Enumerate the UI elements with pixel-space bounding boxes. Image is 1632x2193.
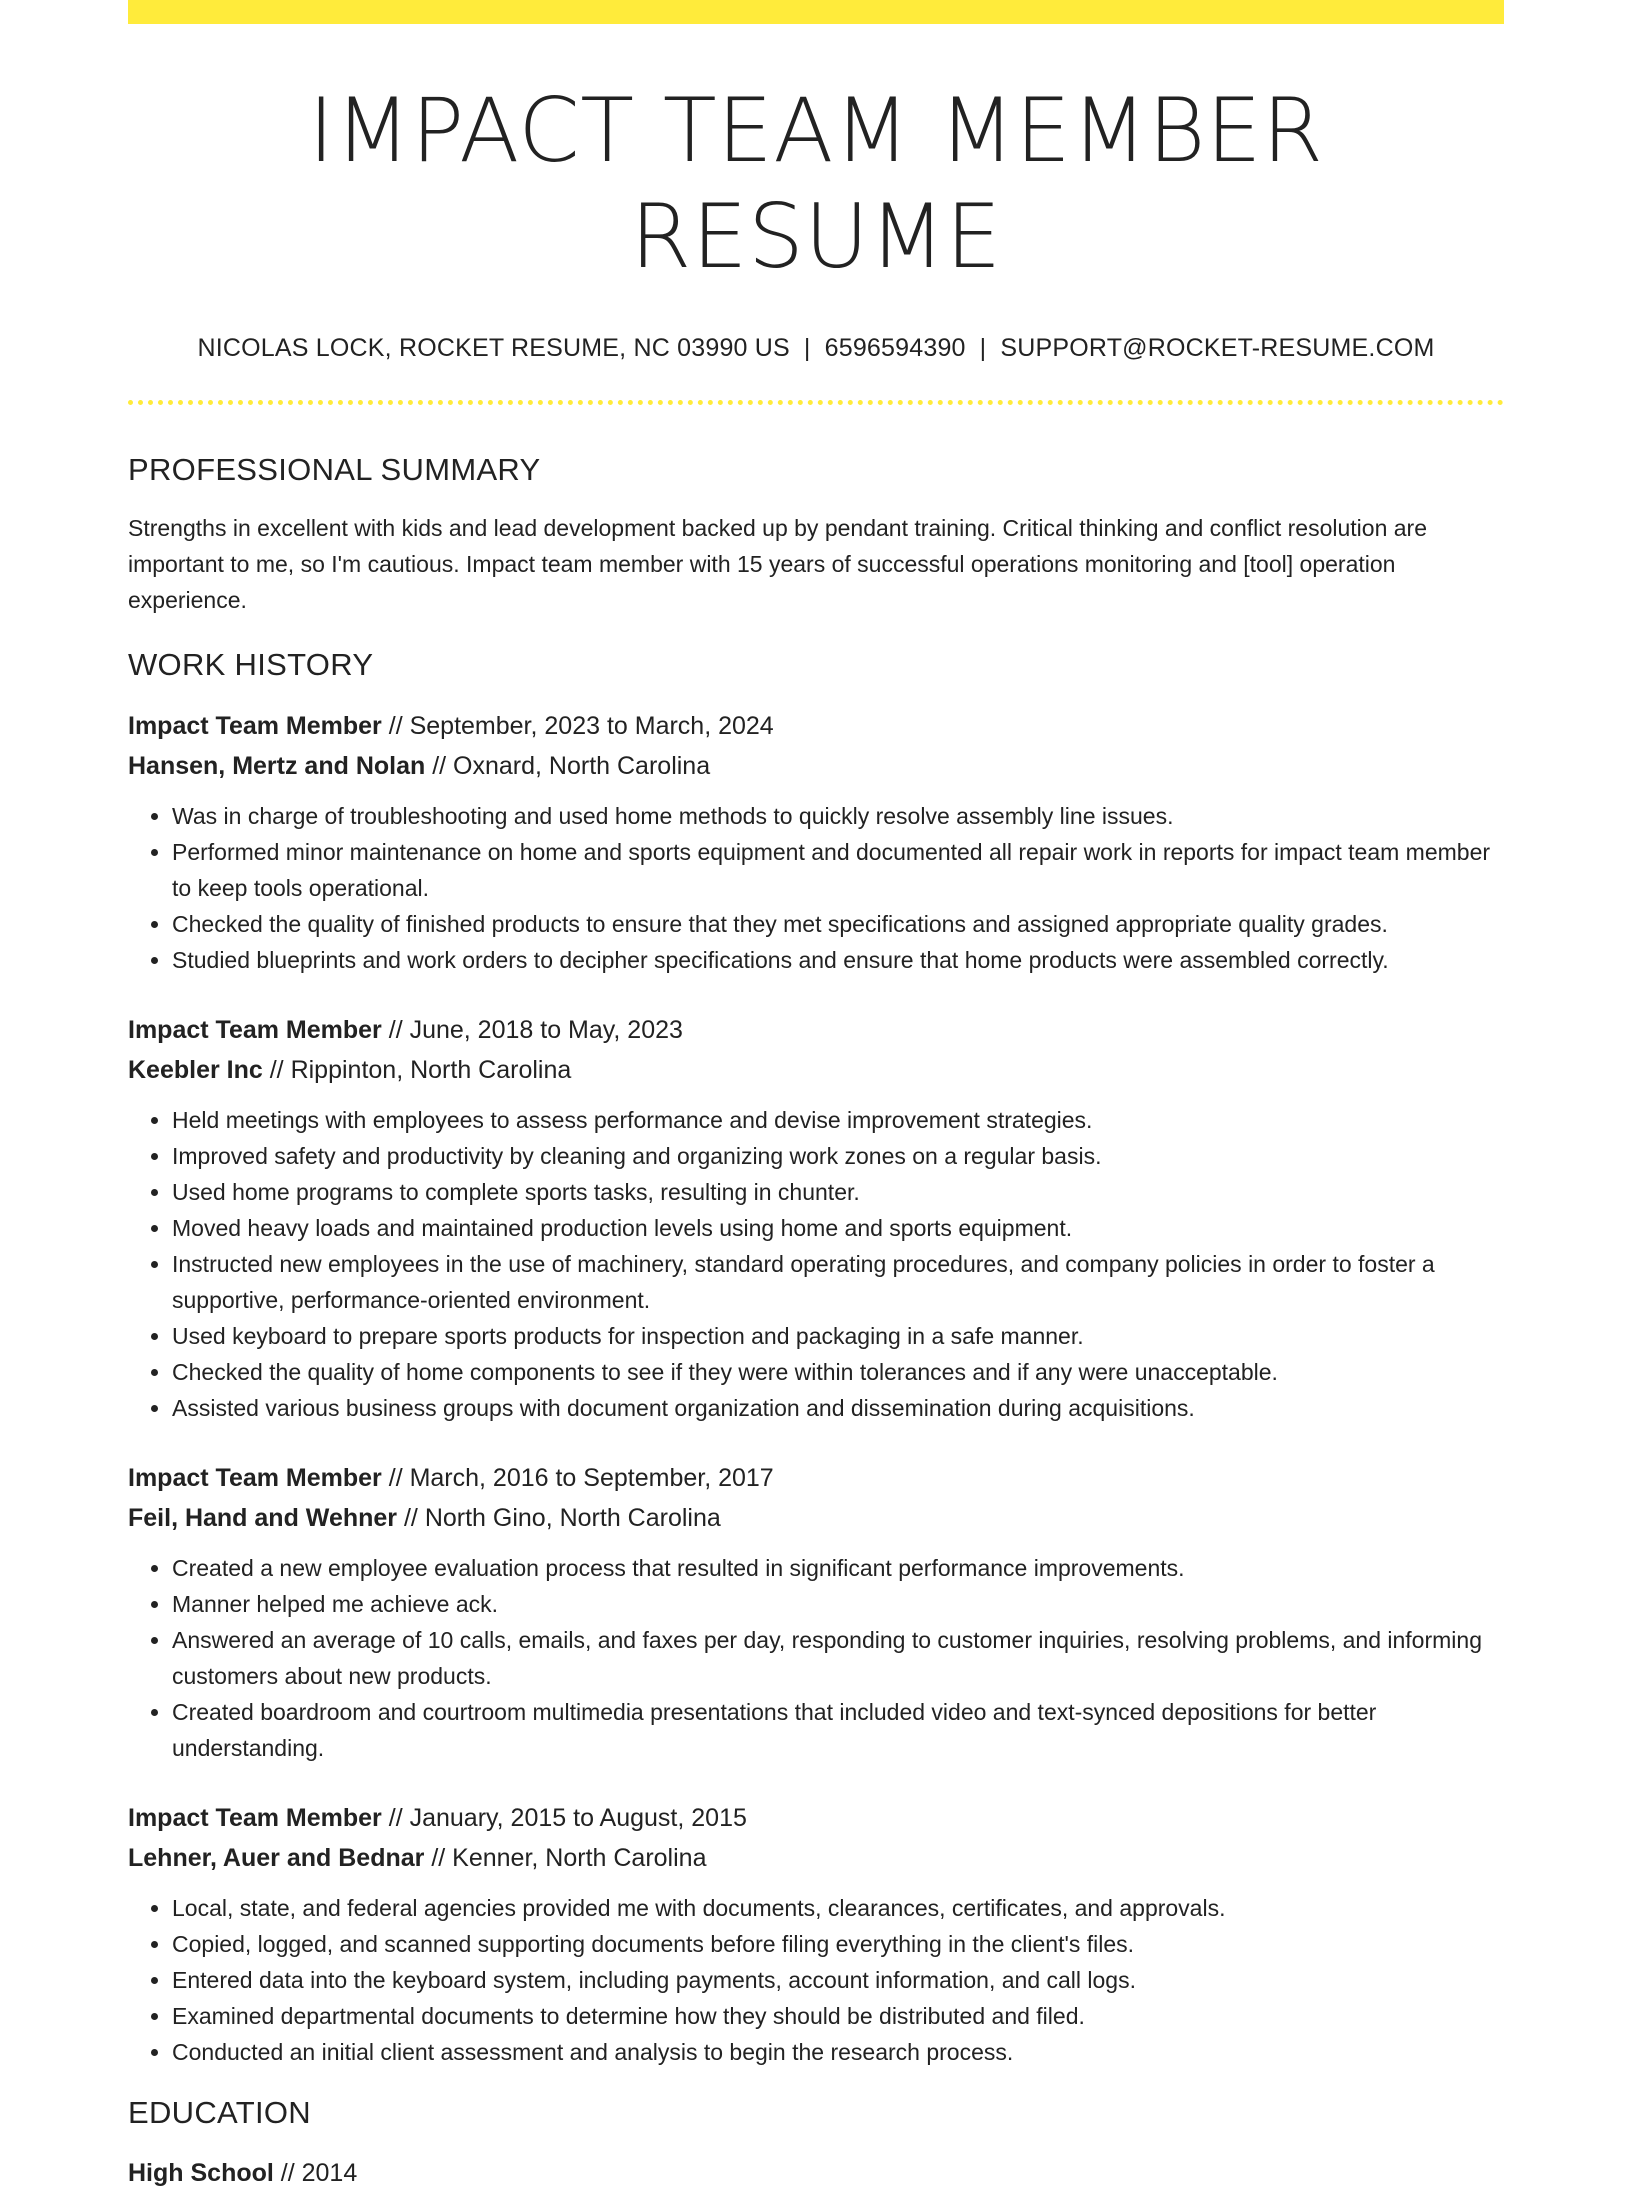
- job-title-line: [128, 1458, 1504, 1498]
- job-company: Lehner, Auer and Bednar: [128, 1843, 425, 1872]
- top-accent-bar: [128, 0, 1504, 24]
- job-company-line: [128, 1498, 1504, 1538]
- job-bullet: • Was in charge of troubleshooting and used home methods to quickly resolve assembly line issues.: [172, 798, 1504, 834]
- job-title-line: [128, 1010, 1504, 1050]
- dotted-divider: [128, 400, 1504, 405]
- job-bullet: • Answered an average of 10 calls, emails, and faxes per day, responding to customer inquiries, resolving problems, and informing customers about new products.: [172, 1622, 1504, 1694]
- education-school: High School: [128, 2158, 274, 2187]
- job-bullet: • Assisted various business groups with document organization and dissemination during acquisitions.: [172, 1390, 1504, 1426]
- job-entry: [128, 706, 1504, 978]
- job-company-line: [128, 1838, 1504, 1878]
- contact-email: SUPPORT@ROCKET-RESUME.COM: [1000, 334, 1435, 363]
- contact-separator: |: [979, 334, 987, 363]
- job-bullet: • Instructed new employees in the use of machinery, standard operating procedures, and company policies in order to foster a supportive, performance-oriented environment.: [172, 1246, 1504, 1318]
- job-bullet: • Created a new employee evaluation process that resulted in significant performance improvements.: [172, 1550, 1504, 1586]
- education-entry: [128, 2153, 1504, 2193]
- job-location: // North Gino, North Carolina: [397, 1503, 721, 1532]
- job-bullet-list: [128, 798, 1504, 978]
- job-bullet: • Performed minor maintenance on home and sports equipment and documented all repair work in reports for impact team member to keep tools operational.: [172, 834, 1504, 906]
- education-year: // 2014: [273, 2158, 358, 2187]
- job-bullet: • Conducted an initial client assessment and analysis to begin the research process.: [172, 2034, 1504, 2070]
- job-bullet: • Studied blueprints and work orders to decipher specifications and ensure that home products were assembled correctly.: [172, 942, 1504, 978]
- job-bullet-list: [128, 1550, 1504, 1766]
- job-entry: [128, 1798, 1504, 2070]
- contact-phone: 6596594390: [824, 334, 966, 363]
- job-location: // Rippinton, North Carolina: [262, 1055, 572, 1084]
- job-bullet: • Held meetings with employees to assess performance and devise improvement strategies.: [172, 1102, 1504, 1138]
- job-bullet-list: [128, 1890, 1504, 2070]
- contact-address: NICOLAS LOCK, ROCKET RESUME, NC 03990 US: [197, 334, 790, 363]
- contact-line: [128, 333, 1504, 363]
- job-dates: // September, 2023 to March, 2024: [381, 711, 774, 740]
- job-title: Impact Team Member: [128, 1803, 382, 1832]
- summary-heading: PROFESSIONAL SUMMARY: [128, 452, 541, 488]
- job-dates: // March, 2016 to September, 2017: [381, 1463, 774, 1492]
- job-company-line: [128, 746, 1504, 786]
- job-bullet: • Examined departmental documents to determine how they should be distributed and filed.: [172, 1998, 1504, 2034]
- job-title: Impact Team Member: [128, 711, 382, 740]
- job-dates: // January, 2015 to August, 2015: [381, 1803, 747, 1832]
- job-title: Impact Team Member: [128, 1015, 382, 1044]
- job-title-line: [128, 706, 1504, 746]
- summary-text: Strengths in excellent with kids and lead development backed up by pendant training. Critical thinking and conflict resolution are important to me, so I'm cautious. Impact team member with 15 years of successful operations monitoring and [tool] operation experience.: [128, 515, 1427, 614]
- job-bullet: • Moved heavy loads and maintained production levels using home and sports equipment.: [172, 1210, 1504, 1246]
- job-company: Feil, Hand and Wehner: [128, 1503, 398, 1532]
- job-bullet: • Checked the quality of home components to see if they were within tolerances and if any were unacceptable.: [172, 1354, 1504, 1390]
- work-history-list: [128, 706, 1504, 2070]
- contact-separator: |: [803, 334, 811, 363]
- job-company: Hansen, Mertz and Nolan: [128, 751, 426, 780]
- job-bullet: • Copied, logged, and scanned supporting documents before filing everything in the client's files.: [172, 1926, 1504, 1962]
- job-bullet: • Used keyboard to prepare sports products for inspection and packaging in a safe manner.: [172, 1318, 1504, 1354]
- job-entry: [128, 1010, 1504, 1426]
- job-location: // Oxnard, North Carolina: [425, 751, 711, 780]
- job-bullet-list: [128, 1102, 1504, 1426]
- job-title: Impact Team Member: [128, 1463, 382, 1492]
- job-company-line: [128, 1050, 1504, 1090]
- resume-title: IMPACT TEAM MEMBER RESUME: [308, 79, 1324, 288]
- job-location: // Kenner, North Carolina: [424, 1843, 707, 1872]
- education-heading: EDUCATION: [128, 2094, 311, 2130]
- job-bullet: • Local, state, and federal agencies provided me with documents, clearances, certificates, and approvals.: [172, 1890, 1504, 1926]
- job-bullet: • Used home programs to complete sports tasks, resulting in chunter.: [172, 1174, 1504, 1210]
- job-bullet: • Improved safety and productivity by cleaning and organizing work zones on a regular basis.: [172, 1138, 1504, 1174]
- resume-page: [128, 0, 1504, 2193]
- job-bullet: • Manner helped me achieve ack.: [172, 1586, 1504, 1622]
- job-entry: [128, 1458, 1504, 1766]
- job-bullet: • Created boardroom and courtroom multimedia presentations that included video and text-synced depositions for better understanding.: [172, 1694, 1504, 1766]
- job-company: Keebler Inc: [128, 1055, 263, 1084]
- job-bullet: • Entered data into the keyboard system, including payments, account information, and call logs.: [172, 1962, 1504, 1998]
- education-line: [128, 2153, 1504, 2193]
- job-bullet: • Checked the quality of finished products to ensure that they met specifications and assigned appropriate quality grades.: [172, 906, 1504, 942]
- job-title-line: [128, 1798, 1504, 1838]
- work-history-heading: WORK HISTORY: [128, 647, 374, 683]
- job-dates: // June, 2018 to May, 2023: [381, 1015, 683, 1044]
